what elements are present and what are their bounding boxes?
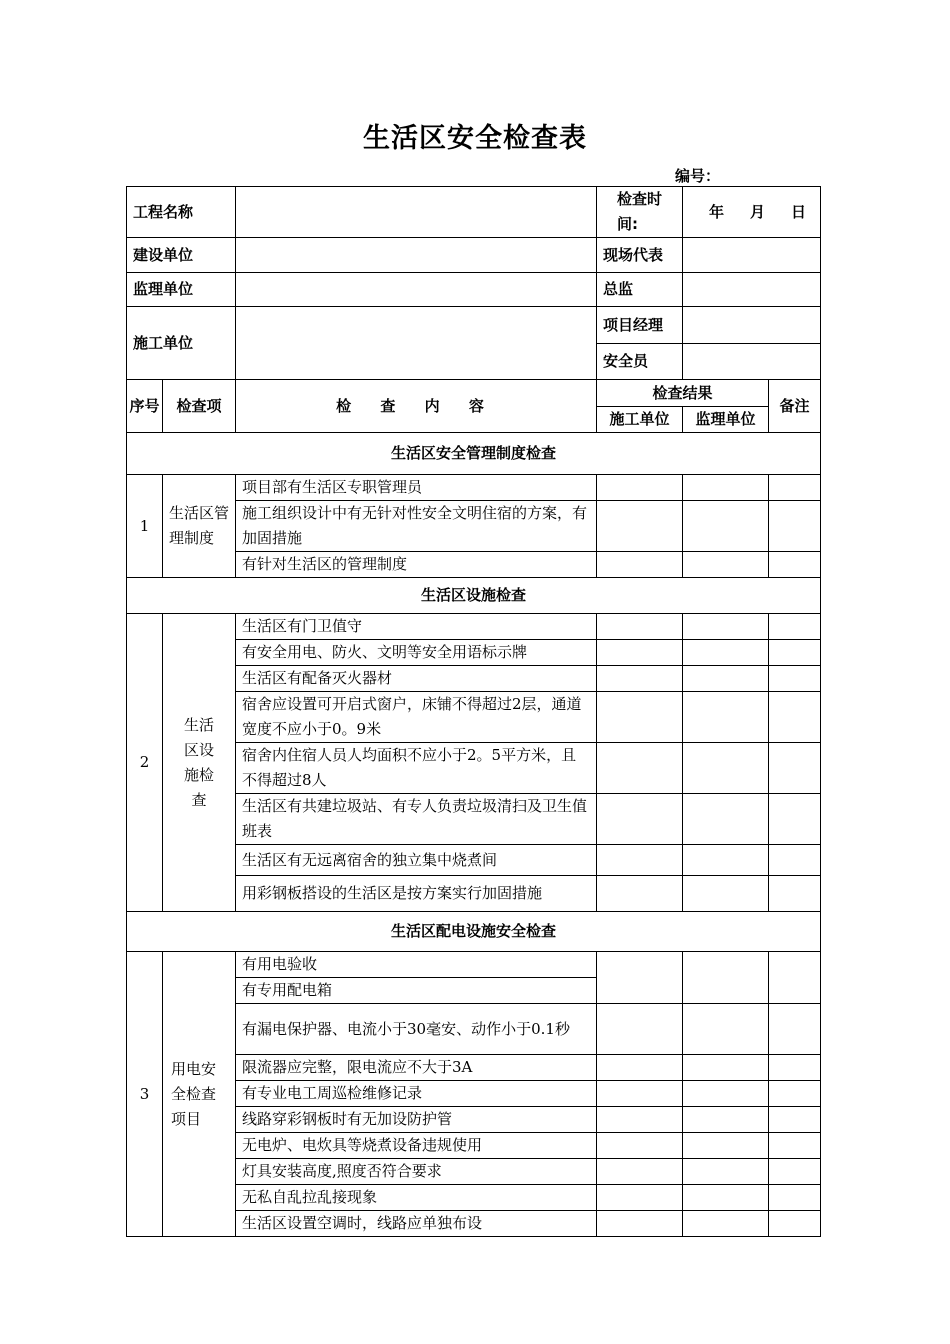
section-title: 生活区安全管理制度检查 [127,433,821,475]
check-time-label: 检查时间: [597,187,683,238]
check-item: 灯具安装高度,照度否符合要求 [236,1159,597,1185]
check-item: 线路穿彩钢板时有无加设防护管 [236,1107,597,1133]
result-contractor-cell[interactable] [597,552,683,578]
remarks-cell[interactable] [769,552,821,578]
check-item: 有针对生活区的管理制度 [236,552,597,578]
col-remarks: 备注 [769,380,821,433]
result-supervisor-cell[interactable] [683,501,769,552]
remarks-cell[interactable] [769,1185,821,1211]
remarks-cell[interactable] [769,614,821,640]
result-supervisor-cell[interactable] [683,794,769,845]
section-category: 生活区管理制度 [163,475,236,578]
check-item: 有安全用电、防火、文明等安全用语标示牌 [236,640,597,666]
section-number: 2 [127,614,163,912]
result-supervisor-cell[interactable] [683,1107,769,1133]
day-label: 日 [791,202,807,221]
doc-number-label: 编号： [675,167,721,185]
check-item: 施工组织设计中有无针对性安全文明住宿的方案，有加固措施 [236,501,597,552]
project-name-label: 工程名称 [127,187,236,238]
project-manager-field[interactable] [683,307,821,344]
safety-officer-field[interactable] [683,344,821,380]
contractor-label: 施工单位 [127,307,236,380]
section-number: 3 [127,952,163,1237]
check-item: 有用电验收 [236,952,597,978]
section-category: 用电安全检查项目 [163,952,236,1237]
remarks-cell[interactable] [769,1133,821,1159]
remarks-cell[interactable] [769,1081,821,1107]
result-contractor-cell[interactable] [597,794,683,845]
result-supervisor-cell[interactable] [683,1185,769,1211]
result-contractor-cell[interactable] [597,501,683,552]
builder-label: 建设单位 [127,238,236,273]
check-item: 宿舍内住宿人员人均面积不应小于2。5平方米，且不得超过8人 [236,743,597,794]
site-rep-label: 现场代表 [597,238,683,273]
result-supervisor-cell[interactable] [683,1211,769,1237]
result-supervisor-cell[interactable] [683,1004,769,1055]
result-contractor-cell[interactable] [597,666,683,692]
supervisor-unit-label: 监理单位 [127,273,236,307]
remarks-cell[interactable] [769,666,821,692]
result-supervisor-cell[interactable] [683,1081,769,1107]
supervisor-unit-field[interactable] [236,273,597,307]
project-manager-label: 项目经理 [597,307,683,344]
remarks-cell[interactable] [769,952,821,1004]
result-supervisor-cell[interactable] [683,952,769,1004]
check-item: 生活区有共建垃圾站、有专人负责垃圾清扫及卫生值班表 [236,794,597,845]
chief-supervisor-label: 总监 [597,273,683,307]
remarks-cell[interactable] [769,794,821,845]
check-item: 限流器应完整，限电流应不大于3A [236,1055,597,1081]
year-label: 年 [708,202,724,221]
result-contractor-cell[interactable] [597,1211,683,1237]
check-item: 用彩钢板搭设的生活区是按方案实行加固措施 [236,876,597,912]
remarks-cell[interactable] [769,1211,821,1237]
result-supervisor-cell[interactable] [683,640,769,666]
result-supervisor-cell[interactable] [683,552,769,578]
result-supervisor-cell[interactable] [683,1159,769,1185]
section-title: 生活区配电设施安全检查 [127,912,821,952]
remarks-cell[interactable] [769,501,821,552]
safety-officer-label: 安全员 [597,344,683,380]
remarks-cell[interactable] [769,743,821,794]
builder-field[interactable] [236,238,597,273]
check-item: 项目部有生活区专职管理员 [236,475,597,501]
result-contractor-cell[interactable] [597,743,683,794]
chief-supervisor-field[interactable] [683,273,821,307]
remarks-cell[interactable] [769,692,821,743]
check-item: 生活区有门卫值守 [236,614,597,640]
section-title: 生活区设施检查 [127,578,821,614]
result-supervisor-cell[interactable] [683,1133,769,1159]
result-supervisor-cell[interactable] [683,1055,769,1081]
project-name-field[interactable] [236,187,597,238]
result-supervisor-cell[interactable] [683,743,769,794]
remarks-cell[interactable] [769,1107,821,1133]
result-contractor-cell[interactable] [597,1055,683,1081]
result-supervisor-cell[interactable] [683,614,769,640]
contractor-field[interactable] [236,307,597,380]
result-supervisor-cell[interactable] [683,876,769,912]
check-item: 无私自乱拉乱接现象 [236,1185,597,1211]
result-contractor-cell[interactable] [597,845,683,876]
remarks-cell[interactable] [769,876,821,912]
result-contractor-cell[interactable] [597,1081,683,1107]
check-item: 无电炉、电炊具等烧煮设备违规使用 [236,1133,597,1159]
result-contractor-cell[interactable] [597,1159,683,1185]
col-content: 检 查 内 容 [236,380,597,433]
result-supervisor-cell[interactable] [683,666,769,692]
remarks-cell[interactable] [769,475,821,501]
result-contractor-cell[interactable] [597,1004,683,1055]
check-item: 生活区设置空调时，线路应单独布设 [236,1211,597,1237]
remarks-cell[interactable] [769,1055,821,1081]
page-title: 生活区安全检查表 [363,123,587,154]
col-item: 检查项 [163,380,236,433]
result-contractor-cell[interactable] [597,640,683,666]
col-result-supervisor: 监理单位 [683,407,769,433]
check-item: 生活区有配备灭火器材 [236,666,597,692]
check-item: 有专业电工周巡检维修记录 [236,1081,597,1107]
result-contractor-cell[interactable] [597,475,683,501]
section-category: 生活区设施检查 [163,614,236,912]
site-rep-field[interactable] [683,238,821,273]
result-supervisor-cell[interactable] [683,692,769,743]
col-result-contractor: 施工单位 [597,407,683,433]
remarks-cell[interactable] [769,845,821,876]
remarks-cell[interactable] [769,640,821,666]
result-contractor-cell[interactable] [597,614,683,640]
result-contractor-cell[interactable] [597,876,683,912]
result-contractor-cell[interactable] [597,692,683,743]
remarks-cell[interactable] [769,1004,821,1055]
check-item: 有专用配电箱 [236,978,597,1004]
result-contractor-cell[interactable] [597,1107,683,1133]
col-result: 检查结果 [597,380,769,407]
inspection-table [126,186,821,1237]
result-contractor-cell[interactable] [597,952,683,1004]
result-supervisor-cell[interactable] [683,845,769,876]
month-label: 月 [750,202,766,221]
result-supervisor-cell[interactable] [683,475,769,501]
check-item: 有漏电保护器、电流小于30毫安、动作小于0.1秒 [236,1004,597,1055]
check-time-field[interactable] [683,187,821,238]
check-item: 宿舍应设置可开启式窗户，床铺不得超过2层，通道宽度不应小于0。9米 [236,692,597,743]
col-seq: 序号 [127,380,163,433]
remarks-cell[interactable] [769,1159,821,1185]
check-item: 生活区有无远离宿舍的独立集中烧煮间 [236,845,597,876]
section-number: 1 [127,475,163,578]
result-contractor-cell[interactable] [597,1185,683,1211]
result-contractor-cell[interactable] [597,1133,683,1159]
